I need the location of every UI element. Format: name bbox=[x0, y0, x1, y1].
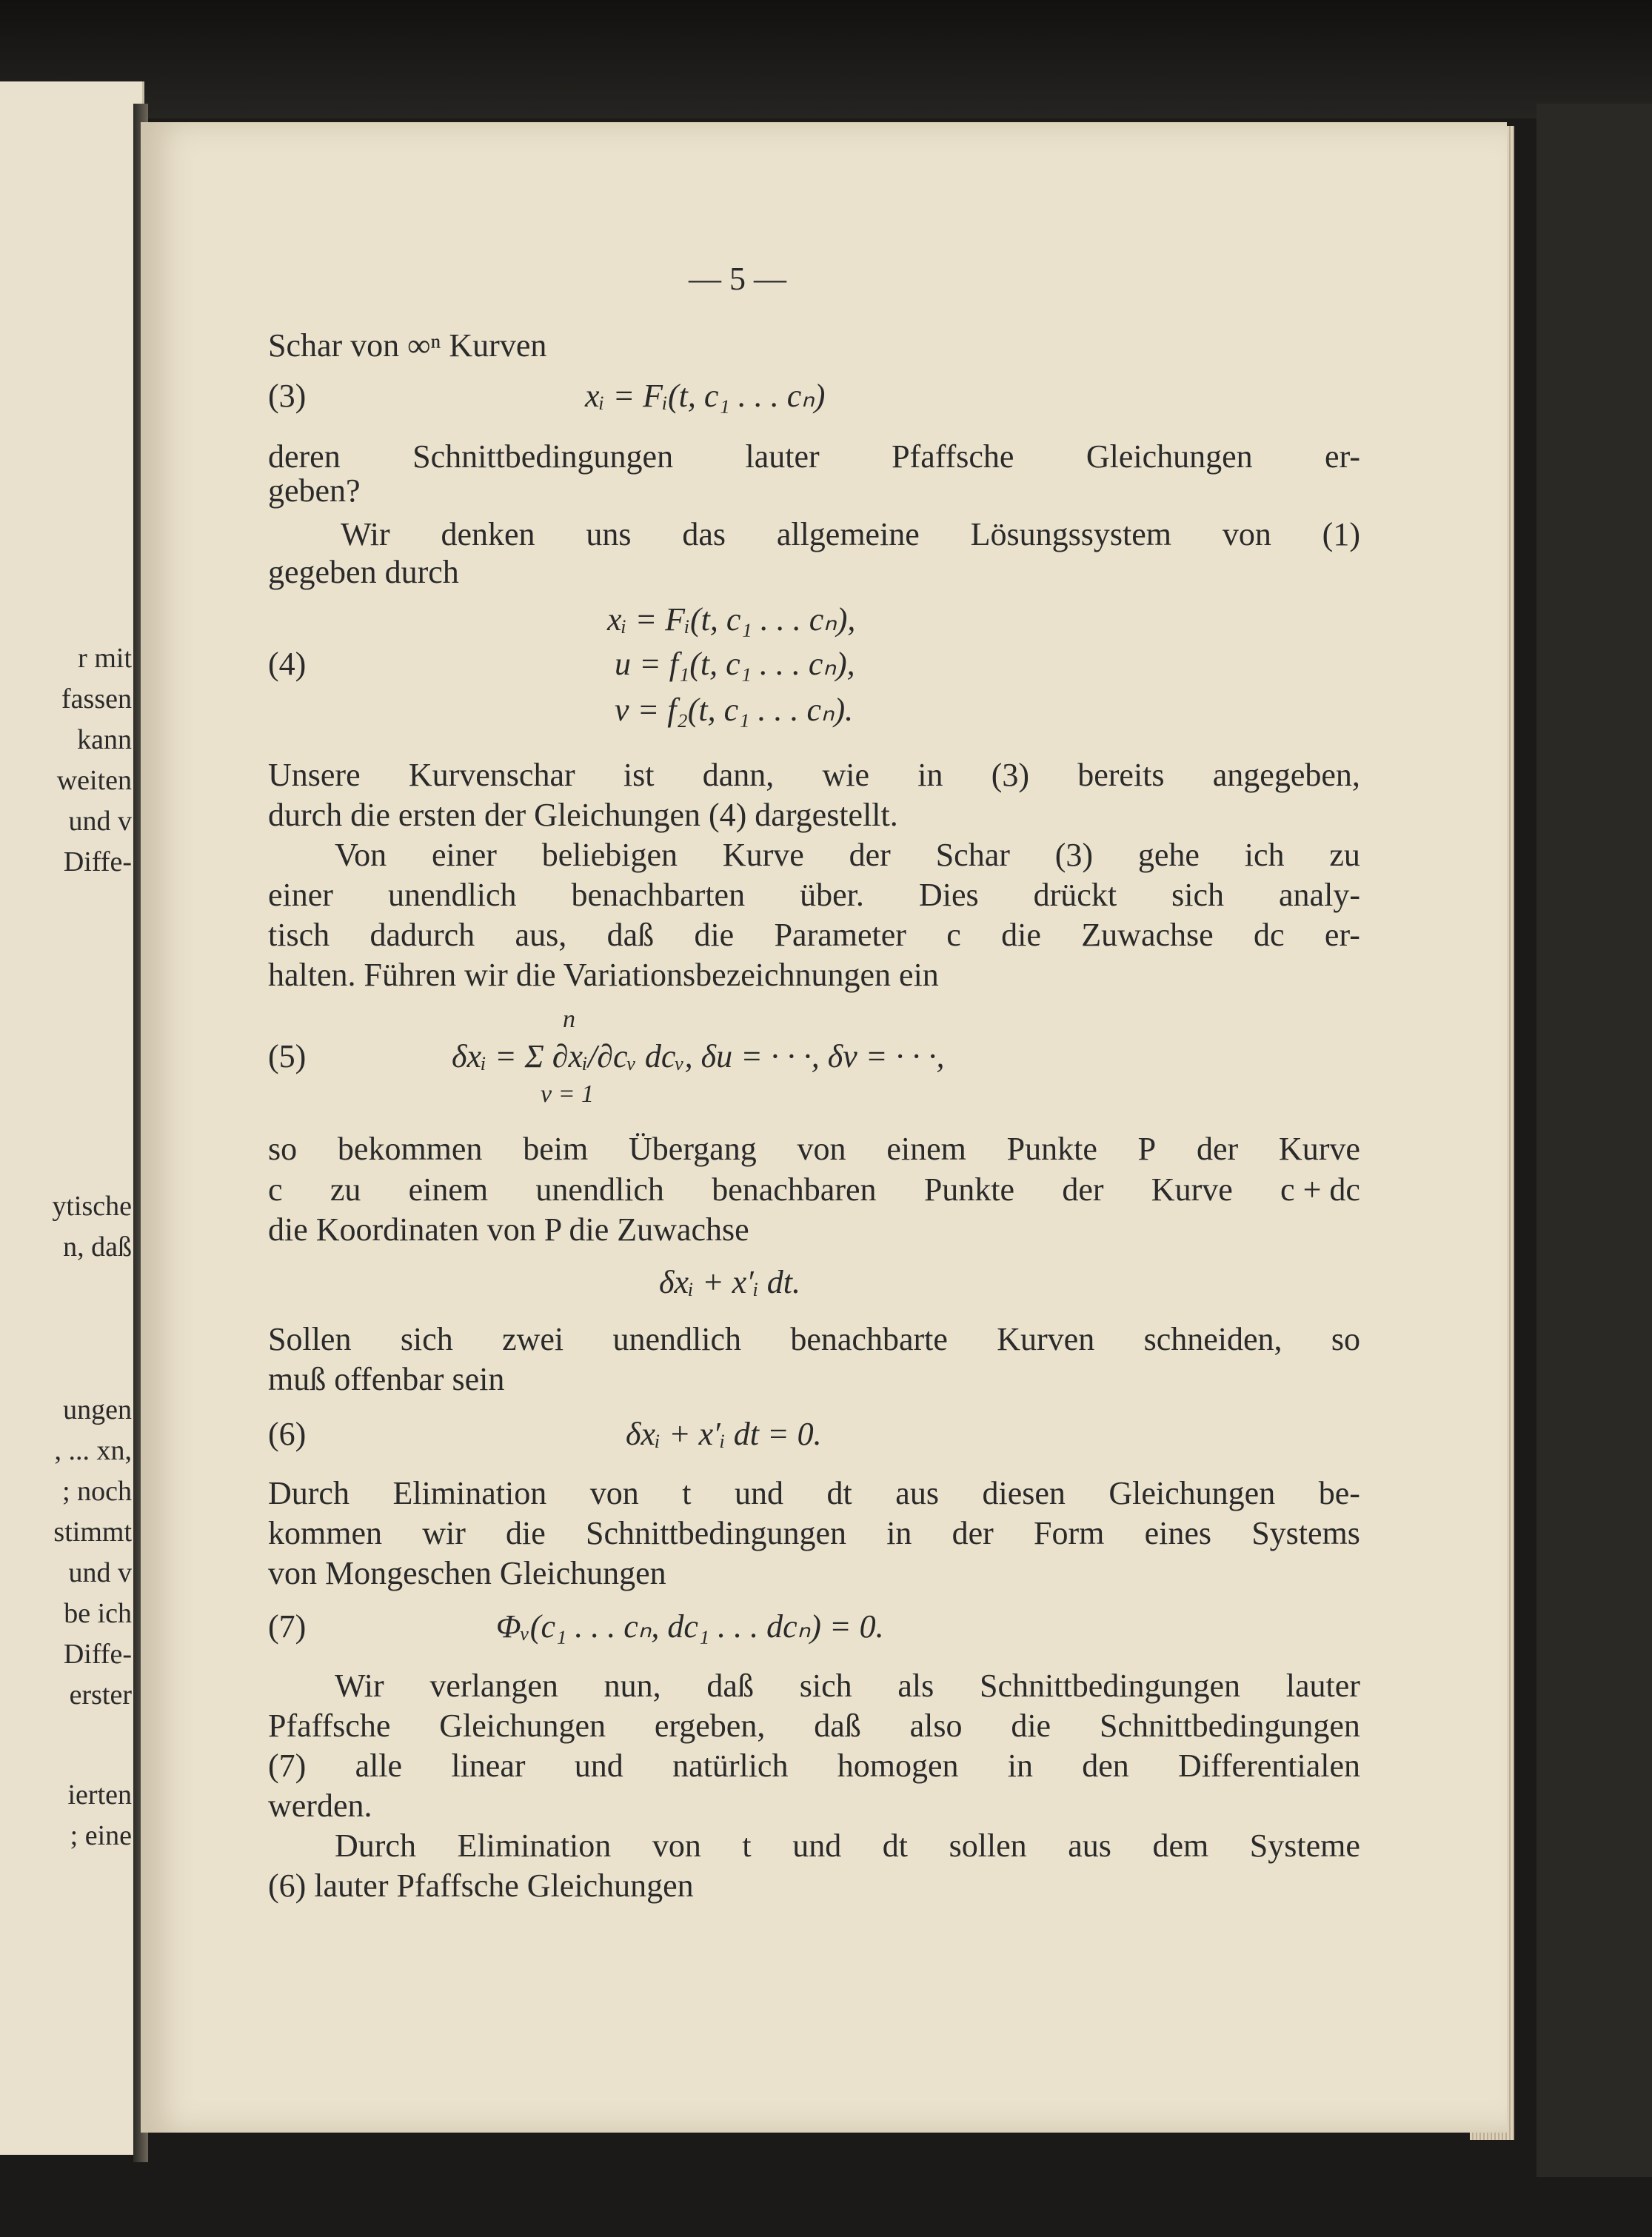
word: Zuwachse bbox=[1081, 917, 1214, 953]
word: aus, bbox=[515, 917, 567, 953]
word: wir bbox=[422, 1515, 466, 1551]
word: ist bbox=[623, 757, 655, 793]
word: unendlich bbox=[612, 1321, 741, 1357]
right-page bbox=[141, 122, 1507, 2133]
word: einer bbox=[268, 877, 333, 913]
left-page-fragment: und v bbox=[68, 1557, 132, 1588]
word: verlangen bbox=[429, 1668, 558, 1704]
equation-4-line-2: u = f₁(t, c₁ . . . cₙ), bbox=[615, 646, 855, 682]
word: aus bbox=[895, 1475, 939, 1511]
word: Pfaffsche bbox=[892, 438, 1014, 475]
word: Pfaffsche bbox=[268, 1708, 391, 1744]
equation-6: δxᵢ + x′ᵢ dt = 0. bbox=[626, 1416, 822, 1452]
word: sollen bbox=[949, 1828, 1027, 1864]
word: sich bbox=[400, 1321, 453, 1357]
equation-3: xᵢ = Fᵢ(t, c₁ . . . cₙ) bbox=[585, 378, 826, 414]
word: beliebigen bbox=[541, 837, 678, 873]
word: Durch bbox=[335, 1828, 416, 1864]
word: t bbox=[682, 1475, 692, 1511]
word: alle bbox=[355, 1748, 403, 1784]
equation-5-label: (5) bbox=[268, 1038, 307, 1074]
word: homogen bbox=[837, 1748, 959, 1784]
word: der bbox=[849, 837, 891, 873]
text-line-5c bbox=[268, 919, 1360, 952]
word: Gleichungen bbox=[1086, 438, 1253, 475]
word: zu bbox=[330, 1171, 361, 1208]
word: Lösungssystem bbox=[970, 516, 1172, 552]
word: dt bbox=[882, 1828, 909, 1864]
word: Schar bbox=[935, 837, 1010, 873]
text-line-7a bbox=[268, 1323, 1360, 1356]
word: P bbox=[1137, 1131, 1157, 1167]
text-line-6b bbox=[268, 1171, 1360, 1208]
word: drückt bbox=[1033, 877, 1117, 913]
word: be- bbox=[1318, 1475, 1360, 1511]
word: und bbox=[792, 1828, 842, 1864]
word: Schnittbedingungen bbox=[980, 1668, 1240, 1704]
word: in bbox=[1007, 1748, 1033, 1784]
word: so bbox=[268, 1131, 298, 1167]
word: daß bbox=[814, 1708, 861, 1744]
left-page-fragment: , ... xn, bbox=[54, 1435, 132, 1466]
word: einem bbox=[408, 1171, 489, 1208]
equation-4-line-1: xᵢ = Fᵢ(t, c₁ . . . cₙ), bbox=[607, 601, 856, 638]
text-line-4a bbox=[268, 759, 1360, 792]
text-line-7b: muß offenbar sein bbox=[268, 1361, 505, 1397]
word: daß bbox=[606, 917, 655, 953]
word: der bbox=[1196, 1131, 1239, 1167]
text-line-5d: halten. Führen wir die Variationsbezeichnungen ein bbox=[268, 957, 939, 993]
word: zu bbox=[1329, 837, 1360, 873]
word: Wir bbox=[335, 1668, 384, 1704]
word: als bbox=[897, 1668, 934, 1704]
left-page-fragment: erster bbox=[69, 1679, 132, 1711]
word: die bbox=[506, 1515, 546, 1551]
word: beim bbox=[523, 1131, 589, 1167]
word: (7) bbox=[268, 1748, 307, 1784]
left-page-fragment: ; eine bbox=[70, 1820, 132, 1851]
word: Elimination bbox=[457, 1828, 612, 1864]
equation-7-label: (7) bbox=[268, 1608, 307, 1645]
left-page-fragment: ierten bbox=[67, 1779, 132, 1810]
word: Gleichungen bbox=[1108, 1475, 1276, 1511]
text-line-8c: von Mongeschen Gleichungen bbox=[268, 1555, 666, 1591]
left-page-fragment: Diffe- bbox=[63, 846, 132, 877]
left-page-fragment: ungen bbox=[63, 1394, 132, 1425]
text-line-5a bbox=[335, 839, 1360, 872]
word: Punkte bbox=[1006, 1131, 1097, 1167]
left-page-fragment: n, daß bbox=[63, 1231, 132, 1263]
word: Schnittbedingungen bbox=[1099, 1708, 1360, 1744]
word: die bbox=[1001, 917, 1041, 953]
left-page-fragment: stimmt bbox=[53, 1517, 132, 1548]
word: einer bbox=[431, 837, 497, 873]
equation-5: δxᵢ = Σ ∂xᵢ/∂cᵥ dcᵥ, δu = · · ·, δv = · · ·, bbox=[452, 1038, 945, 1074]
word: die bbox=[1011, 1708, 1051, 1744]
word: dann, bbox=[702, 757, 775, 793]
equation-3-label: (3) bbox=[268, 378, 307, 414]
word: die bbox=[694, 917, 735, 953]
equation-5-lower-limit: v = 1 bbox=[541, 1080, 595, 1108]
word: Unsere bbox=[268, 757, 361, 793]
word: benachbarte bbox=[790, 1321, 948, 1357]
text-line-10a bbox=[335, 1830, 1360, 1862]
word: Sollen bbox=[268, 1321, 352, 1357]
text-line-2a bbox=[268, 438, 1360, 475]
left-page-fragment: fassen bbox=[61, 683, 132, 715]
word: über. bbox=[800, 877, 864, 913]
word: Elimination bbox=[392, 1475, 547, 1511]
word: dc bbox=[1254, 917, 1285, 953]
text-line-3b: gegeben durch bbox=[268, 554, 459, 590]
word: deren bbox=[268, 438, 341, 475]
word: Kurve bbox=[1151, 1171, 1233, 1208]
word: von bbox=[1222, 516, 1271, 552]
word: zwei bbox=[502, 1321, 564, 1357]
word: Schnittbedingungen bbox=[586, 1515, 846, 1551]
left-page bbox=[0, 81, 144, 2155]
word: gehe bbox=[1137, 837, 1200, 873]
word: Kurven bbox=[997, 1321, 1095, 1357]
text-line-9b bbox=[268, 1710, 1360, 1742]
word: in bbox=[886, 1515, 912, 1551]
word: einem bbox=[886, 1131, 966, 1167]
word: eines bbox=[1144, 1515, 1211, 1551]
word: und bbox=[735, 1475, 784, 1511]
left-page-fragment: r mit bbox=[78, 643, 132, 674]
word: Systems bbox=[1251, 1515, 1360, 1551]
word: dt bbox=[826, 1475, 852, 1511]
word: unendlich bbox=[387, 877, 517, 913]
word: von bbox=[589, 1475, 639, 1511]
word: er- bbox=[1325, 438, 1360, 475]
word: Kurve bbox=[1278, 1131, 1360, 1167]
word: sich bbox=[1171, 877, 1224, 913]
word: Punkte bbox=[923, 1171, 1015, 1208]
text-line-9d: werden. bbox=[268, 1788, 372, 1824]
text-line-1: Schar von ∞ⁿ Kurven bbox=[268, 327, 547, 364]
left-page-fragment: und v bbox=[68, 806, 132, 837]
word: lauter bbox=[745, 438, 820, 475]
word: der bbox=[1062, 1171, 1104, 1208]
word: lauter bbox=[1285, 1668, 1360, 1704]
word: c + dc bbox=[1280, 1171, 1360, 1208]
word: angegeben, bbox=[1212, 757, 1360, 793]
left-page-fragment: ytische bbox=[52, 1191, 132, 1222]
word: t bbox=[742, 1828, 752, 1864]
word: Kurvenschar bbox=[408, 757, 575, 793]
word: Übergang bbox=[629, 1131, 757, 1167]
equation-6-label: (6) bbox=[268, 1416, 307, 1452]
word: Parameter bbox=[774, 917, 906, 953]
word: allgemeine bbox=[776, 516, 920, 552]
word: ich bbox=[1244, 837, 1285, 873]
word: (3) bbox=[1054, 837, 1094, 873]
text-line-10b: (6) lauter Pfaffsche Gleichungen bbox=[268, 1867, 694, 1904]
word: unendlich bbox=[535, 1171, 664, 1208]
word: das bbox=[682, 516, 726, 552]
word: wie bbox=[822, 757, 869, 793]
text-line-9a bbox=[335, 1670, 1360, 1702]
equation-intermediate: δxᵢ + x′ᵢ dt. bbox=[659, 1264, 800, 1300]
book-cover-top bbox=[0, 0, 1652, 118]
word: linear bbox=[451, 1748, 526, 1784]
word: Wir bbox=[341, 516, 390, 552]
text-line-2b: geben? bbox=[268, 472, 361, 509]
left-page-fragment: be ich bbox=[64, 1598, 132, 1629]
word: Differentialen bbox=[1178, 1748, 1360, 1784]
word: tisch bbox=[268, 917, 330, 953]
equation-7: Φᵥ(c₁ . . . cₙ, dc₁ . . . dcₙ) = 0. bbox=[496, 1608, 884, 1645]
word: benachbaren bbox=[712, 1171, 877, 1208]
text-line-9c bbox=[268, 1750, 1360, 1782]
text-line-8a bbox=[268, 1477, 1360, 1510]
word: der bbox=[952, 1515, 994, 1551]
word: also bbox=[909, 1708, 963, 1744]
word: (3) bbox=[991, 757, 1029, 793]
text-line-4b: durch die ersten der Gleichungen (4) dargestellt. bbox=[268, 797, 898, 833]
word: ergeben, bbox=[654, 1708, 766, 1744]
equation-4-line-3: v = f₂(t, c₁ . . . cₙ). bbox=[615, 692, 854, 728]
word: uns bbox=[586, 516, 632, 552]
word: Kurve bbox=[722, 837, 804, 873]
word: natürlich bbox=[672, 1748, 789, 1784]
word: c bbox=[268, 1171, 283, 1208]
word: Schnittbedingungen bbox=[412, 438, 674, 475]
word: kommen bbox=[268, 1515, 382, 1551]
word: Von bbox=[335, 837, 387, 873]
left-page-fragment: ; noch bbox=[62, 1476, 132, 1507]
word: von bbox=[652, 1828, 701, 1864]
word: schneiden, bbox=[1143, 1321, 1283, 1357]
word: und bbox=[574, 1748, 623, 1784]
word: von bbox=[797, 1131, 846, 1167]
text-line-8b bbox=[268, 1517, 1360, 1550]
left-page-fragment: kann bbox=[77, 724, 132, 755]
left-page-fragment: weiten bbox=[56, 765, 132, 796]
word: benachbarten bbox=[571, 877, 746, 913]
word: (1) bbox=[1322, 516, 1360, 552]
word: so bbox=[1331, 1321, 1360, 1357]
word: den bbox=[1082, 1748, 1129, 1784]
text-line-5b bbox=[268, 879, 1360, 912]
equation-5-upper-limit: n bbox=[563, 1006, 575, 1033]
word: Form bbox=[1034, 1515, 1105, 1551]
word: c bbox=[946, 917, 961, 953]
word: dem bbox=[1152, 1828, 1209, 1864]
word: denken bbox=[441, 516, 535, 552]
text-line-3a bbox=[341, 518, 1360, 551]
text-line-6a bbox=[268, 1133, 1360, 1166]
text-line-6c: die Koordinaten von P die Zuwachse bbox=[268, 1211, 749, 1248]
word: bekommen bbox=[337, 1131, 483, 1167]
word: Durch bbox=[268, 1475, 350, 1511]
page-number: — 5 — bbox=[689, 261, 786, 297]
word: analy- bbox=[1279, 877, 1360, 913]
word: Dies bbox=[918, 877, 979, 913]
word: bereits bbox=[1077, 757, 1165, 793]
word: diesen bbox=[982, 1475, 1066, 1511]
word: daß bbox=[706, 1668, 754, 1704]
word: dadurch bbox=[369, 917, 475, 953]
word: er- bbox=[1324, 917, 1360, 953]
word: Systeme bbox=[1249, 1828, 1360, 1864]
equation-4-label: (4) bbox=[268, 646, 307, 682]
word: Gleichungen bbox=[439, 1708, 606, 1744]
word: aus bbox=[1068, 1828, 1111, 1864]
word: sich bbox=[799, 1668, 852, 1704]
left-page-fragment: Diffe- bbox=[63, 1639, 132, 1670]
word: nun, bbox=[603, 1668, 661, 1704]
word: in bbox=[917, 757, 943, 793]
book-cover-right bbox=[1536, 104, 1652, 2177]
